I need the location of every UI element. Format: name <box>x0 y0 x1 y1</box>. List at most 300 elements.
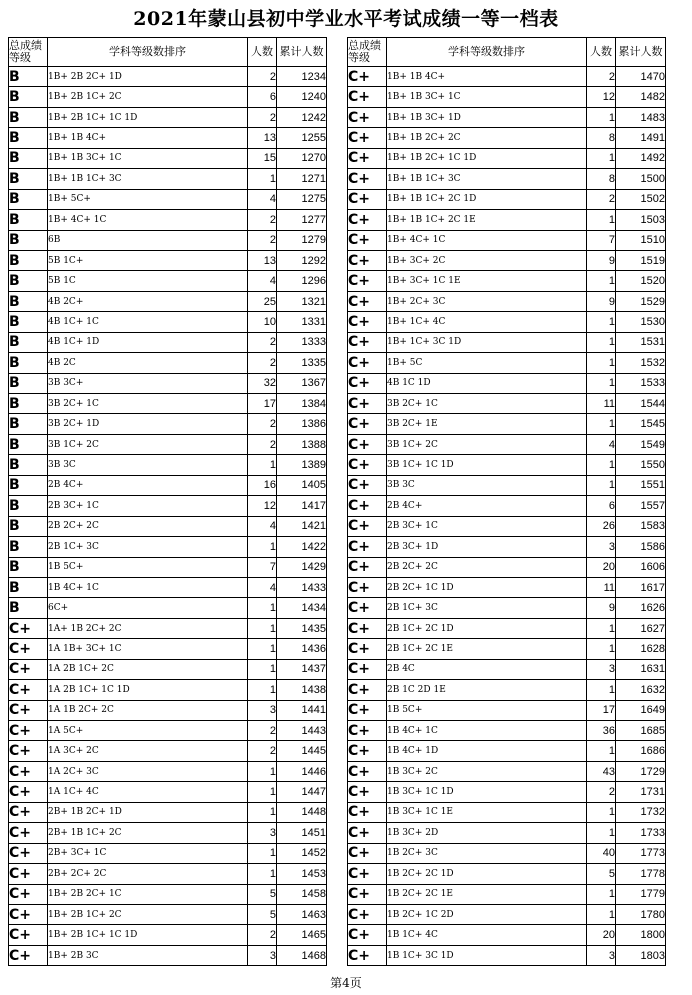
count-cell: 2 <box>248 67 277 87</box>
table-row <box>9 250 327 270</box>
table-row <box>348 639 666 659</box>
grade-cell: C+ <box>348 434 387 454</box>
grade-cell: C+ <box>348 312 387 332</box>
cumulative-cell: 1331 <box>277 312 327 332</box>
sequence-cell: 1A 3C+ 2C <box>48 741 248 761</box>
table-header-row <box>348 38 666 67</box>
table-row <box>9 843 327 863</box>
table-row <box>9 618 327 638</box>
count-cell: 2 <box>248 107 277 127</box>
table-row <box>348 557 666 577</box>
sequence-cell: 3B 3C <box>387 475 587 495</box>
table-row <box>348 250 666 270</box>
count-cell: 1 <box>248 782 277 802</box>
count-cell: 3 <box>587 537 616 557</box>
grade-cell: C+ <box>348 271 387 291</box>
sequence-cell: 4B 2C <box>48 353 248 373</box>
table-row <box>9 128 327 148</box>
table-row <box>9 904 327 924</box>
grade-cell: C+ <box>348 761 387 781</box>
table-row <box>9 639 327 659</box>
sequence-cell: 2B 4C+ <box>387 496 587 516</box>
grade-cell: C+ <box>348 67 387 87</box>
table-row <box>348 618 666 638</box>
table-row <box>348 802 666 822</box>
cumulative-cell: 1483 <box>616 107 666 127</box>
table-row <box>9 496 327 516</box>
sequence-cell: 1B 4C+ 1C <box>48 577 248 597</box>
cumulative-cell: 1451 <box>277 823 327 843</box>
sequence-cell: 1B+ 1B 3C+ 1C <box>387 87 587 107</box>
count-cell: 5 <box>587 864 616 884</box>
cumulative-cell: 1441 <box>277 700 327 720</box>
table-row <box>348 577 666 597</box>
table-row <box>348 291 666 311</box>
cumulative-cell: 1255 <box>277 128 327 148</box>
grade-cell: B <box>9 414 48 434</box>
table-row <box>348 189 666 209</box>
count-cell: 2 <box>587 189 616 209</box>
cumulative-cell: 1545 <box>616 414 666 434</box>
count-cell: 1 <box>587 312 616 332</box>
sequence-cell: 1B+ 2B 1C+ 2C <box>48 87 248 107</box>
table-row <box>9 802 327 822</box>
cumulative-cell: 1778 <box>616 864 666 884</box>
sequence-cell: 1A 1B+ 3C+ 1C <box>48 639 248 659</box>
count-cell: 17 <box>587 700 616 720</box>
grade-cell: C+ <box>348 107 387 127</box>
cumulative-cell: 1447 <box>277 782 327 802</box>
grade-cell: C+ <box>348 741 387 761</box>
cumulative-cell: 1800 <box>616 925 666 945</box>
table-row <box>9 353 327 373</box>
table-row <box>348 598 666 618</box>
table-row <box>348 455 666 475</box>
table-row <box>9 884 327 904</box>
table-row <box>348 230 666 250</box>
sequence-cell: 1A 2C+ 3C <box>48 761 248 781</box>
sequence-cell: 1B 2C+ 2C 1D <box>387 864 587 884</box>
grade-cell: C+ <box>348 577 387 597</box>
sequence-cell: 1B+ 2B 1C+ 1C 1D <box>48 925 248 945</box>
grade-cell: B <box>9 169 48 189</box>
count-cell: 36 <box>587 721 616 741</box>
cumulative-cell: 1627 <box>616 618 666 638</box>
count-cell: 4 <box>248 189 277 209</box>
cumulative-cell: 1388 <box>277 434 327 454</box>
sequence-cell: 1A 1C+ 4C <box>48 782 248 802</box>
table-row <box>9 475 327 495</box>
sequence-cell: 1B+ 1B 3C+ 1D <box>387 107 587 127</box>
sequence-cell: 2B 3C+ 1C <box>48 496 248 516</box>
count-cell: 11 <box>587 577 616 597</box>
count-cell: 10 <box>248 312 277 332</box>
count-cell: 1 <box>587 414 616 434</box>
count-cell: 8 <box>587 169 616 189</box>
grade-cell: B <box>9 291 48 311</box>
grade-cell: C+ <box>348 864 387 884</box>
grade-cell: C+ <box>9 802 48 822</box>
cumulative-cell: 1242 <box>277 107 327 127</box>
count-cell: 1 <box>587 639 616 659</box>
cumulative-cell: 1533 <box>616 373 666 393</box>
table-header-row <box>9 38 327 67</box>
count-cell: 25 <box>248 291 277 311</box>
cumulative-cell: 1583 <box>616 516 666 536</box>
sequence-cell: 1A+ 1B 2C+ 2C <box>48 618 248 638</box>
grade-cell: C+ <box>348 557 387 577</box>
table-row <box>348 210 666 230</box>
cumulative-cell: 1502 <box>616 189 666 209</box>
cumulative-cell: 1292 <box>277 250 327 270</box>
table-row <box>348 434 666 454</box>
table-row <box>348 700 666 720</box>
count-cell: 9 <box>587 250 616 270</box>
table-row <box>9 537 327 557</box>
count-cell: 15 <box>248 148 277 168</box>
table-row <box>348 843 666 863</box>
cumulative-cell: 1465 <box>277 925 327 945</box>
grade-cell: C+ <box>9 639 48 659</box>
cumulative-cell: 1279 <box>277 230 327 250</box>
table-row <box>9 373 327 393</box>
grade-cell: C+ <box>348 148 387 168</box>
grade-cell: C+ <box>348 189 387 209</box>
table-row <box>348 271 666 291</box>
table-row <box>9 782 327 802</box>
table-row <box>348 496 666 516</box>
cumulative-cell: 1628 <box>616 639 666 659</box>
sequence-cell: 4B 1C 1D <box>387 373 587 393</box>
cumulative-cell: 1500 <box>616 169 666 189</box>
grade-cell: C+ <box>348 823 387 843</box>
count-cell: 1 <box>248 455 277 475</box>
sequence-cell: 1B 1C+ 3C 1D <box>387 945 587 965</box>
sequence-cell: 3B 1C+ 2C <box>48 434 248 454</box>
cumulative-cell: 1296 <box>277 271 327 291</box>
sequence-cell: 1B+ 1C+ 3C 1D <box>387 332 587 352</box>
sequence-cell: 1B+ 2B 2C+ 1D <box>48 67 248 87</box>
cumulative-cell: 1436 <box>277 639 327 659</box>
cumulative-cell: 1468 <box>277 945 327 965</box>
cumulative-cell: 1491 <box>616 128 666 148</box>
table-row <box>348 373 666 393</box>
cumulative-cell: 1386 <box>277 414 327 434</box>
grade-cell: C+ <box>9 741 48 761</box>
table-row <box>9 945 327 965</box>
cumulative-cell: 1519 <box>616 250 666 270</box>
count-cell: 5 <box>248 884 277 904</box>
grade-cell: B <box>9 128 48 148</box>
count-cell: 1 <box>587 148 616 168</box>
count-cell: 2 <box>248 434 277 454</box>
table-row <box>9 721 327 741</box>
count-cell: 1 <box>587 741 616 761</box>
grade-cell: C+ <box>348 843 387 863</box>
sequence-cell: 2B+ 1B 2C+ 1D <box>48 802 248 822</box>
table-row <box>348 414 666 434</box>
cumulative-cell: 1551 <box>616 475 666 495</box>
cumulative-cell: 1445 <box>277 741 327 761</box>
grade-cell: B <box>9 577 48 597</box>
grade-cell: C+ <box>348 394 387 414</box>
grade-header: 总成绩 等级 <box>348 38 387 67</box>
table-row <box>9 189 327 209</box>
cumulative-cell: 1421 <box>277 516 327 536</box>
table-row <box>9 577 327 597</box>
sequence-cell: 1B+ 2B 3C <box>48 945 248 965</box>
grade-cell: C+ <box>348 925 387 945</box>
table-row <box>348 353 666 373</box>
count-cell: 40 <box>587 843 616 863</box>
count-cell: 3 <box>587 945 616 965</box>
sequence-cell: 1A 2B 1C+ 2C <box>48 659 248 679</box>
grade-cell: C+ <box>348 904 387 924</box>
table-row <box>348 67 666 87</box>
count-cell: 16 <box>248 475 277 495</box>
grade-cell: B <box>9 475 48 495</box>
sequence-cell: 2B 1C+ 2C 1D <box>387 618 587 638</box>
grade-cell: C+ <box>348 598 387 618</box>
cumulative-cell: 1446 <box>277 761 327 781</box>
sequence-cell: 1B 5C+ <box>387 700 587 720</box>
grade-cell: C+ <box>9 618 48 638</box>
cumulative-cell: 1405 <box>277 475 327 495</box>
cumulative-cell: 1448 <box>277 802 327 822</box>
sequence-cell: 2B 1C+ 3C <box>48 537 248 557</box>
grade-cell: B <box>9 557 48 577</box>
sequence-cell: 4B 1C+ 1D <box>48 332 248 352</box>
grade-cell: B <box>9 271 48 291</box>
count-cell: 7 <box>248 557 277 577</box>
table-row <box>348 87 666 107</box>
count-cell: 4 <box>248 516 277 536</box>
table-row <box>348 945 666 965</box>
count-cell: 4 <box>248 271 277 291</box>
table-row <box>9 210 327 230</box>
sequence-cell: 1B 2C+ 2C 1E <box>387 884 587 904</box>
sequence-header: 学科等级数排序 <box>387 38 587 67</box>
table-row <box>348 884 666 904</box>
cumulative-cell: 1631 <box>616 659 666 679</box>
sequence-cell: 1B 5C+ <box>48 557 248 577</box>
grade-cell: C+ <box>9 700 48 720</box>
count-cell: 1 <box>587 210 616 230</box>
grade-cell: C+ <box>348 496 387 516</box>
grade-cell: C+ <box>348 230 387 250</box>
count-cell: 2 <box>248 925 277 945</box>
cumulative-cell: 1606 <box>616 557 666 577</box>
grade-cell: C+ <box>9 884 48 904</box>
grade-cell: B <box>9 332 48 352</box>
table-row <box>348 761 666 781</box>
grade-cell: C+ <box>348 414 387 434</box>
count-cell: 4 <box>248 577 277 597</box>
cumulative-cell: 1780 <box>616 904 666 924</box>
grade-cell: B <box>9 537 48 557</box>
cumulative-header: 累计人数 <box>277 38 327 67</box>
grade-cell: B <box>9 496 48 516</box>
sequence-cell: 1B+ 1B 4C+ <box>48 128 248 148</box>
grade-cell: C+ <box>9 823 48 843</box>
sequence-cell: 3B 2C+ 1D <box>48 414 248 434</box>
cumulative-cell: 1773 <box>616 843 666 863</box>
cumulative-cell: 1557 <box>616 496 666 516</box>
count-cell: 2 <box>248 353 277 373</box>
count-cell: 1 <box>587 373 616 393</box>
sequence-cell: 1B+ 3C+ 2C <box>387 250 587 270</box>
sequence-cell: 2B 2C+ 2C <box>48 516 248 536</box>
count-cell: 1 <box>248 659 277 679</box>
sequence-cell: 1B+ 2B 1C+ 1C 1D <box>48 107 248 127</box>
count-cell: 1 <box>587 332 616 352</box>
grade-cell: C+ <box>348 87 387 107</box>
sequence-cell: 1B+ 1B 1C+ 2C 1E <box>387 210 587 230</box>
sequence-cell: 1B+ 1B 1C+ 2C 1D <box>387 189 587 209</box>
grade-cell: C+ <box>348 659 387 679</box>
cumulative-cell: 1458 <box>277 884 327 904</box>
count-cell: 2 <box>248 721 277 741</box>
grade-cell: B <box>9 373 48 393</box>
sequence-cell: 2B 1C+ 2C 1E <box>387 639 587 659</box>
count-cell: 43 <box>587 761 616 781</box>
grade-cell: C+ <box>348 680 387 700</box>
count-cell: 2 <box>587 782 616 802</box>
cumulative-cell: 1492 <box>616 148 666 168</box>
sequence-cell: 1B+ 1B 1C+ 3C <box>48 169 248 189</box>
sequence-cell: 1B 2C+ 3C <box>387 843 587 863</box>
sequence-cell: 3B 3C+ <box>48 373 248 393</box>
table-row <box>348 107 666 127</box>
count-cell: 1 <box>248 680 277 700</box>
cumulative-cell: 1438 <box>277 680 327 700</box>
cumulative-cell: 1389 <box>277 455 327 475</box>
sequence-cell: 1B 4C+ 1C <box>387 721 587 741</box>
table-row <box>348 332 666 352</box>
grade-cell: B <box>9 455 48 475</box>
count-cell: 12 <box>587 87 616 107</box>
count-cell: 2 <box>587 67 616 87</box>
count-cell: 7 <box>587 230 616 250</box>
cumulative-cell: 1463 <box>277 904 327 924</box>
count-cell: 1 <box>587 271 616 291</box>
grade-cell: C+ <box>9 659 48 679</box>
count-cell: 2 <box>248 332 277 352</box>
sequence-cell: 2B+ 1B 1C+ 2C <box>48 823 248 843</box>
table-row <box>9 516 327 536</box>
table-row <box>348 148 666 168</box>
cumulative-cell: 1731 <box>616 782 666 802</box>
sequence-cell: 3B 2C+ 1E <box>387 414 587 434</box>
grade-cell: C+ <box>348 516 387 536</box>
table-row <box>9 455 327 475</box>
cumulative-cell: 1729 <box>616 761 666 781</box>
sequence-cell: 1B 2C+ 1C 2D <box>387 904 587 924</box>
table-row <box>9 434 327 454</box>
sequence-cell: 2B+ 2C+ 2C <box>48 864 248 884</box>
grade-header: 总成绩 等级 <box>9 38 48 67</box>
left-table-body <box>9 67 327 966</box>
grade-cell: C+ <box>348 210 387 230</box>
grade-cell: B <box>9 598 48 618</box>
table-row <box>9 148 327 168</box>
sequence-cell: 1B+ 1B 2C+ 1C 1D <box>387 148 587 168</box>
grade-cell: C+ <box>348 884 387 904</box>
sequence-cell: 2B 4C+ <box>48 475 248 495</box>
sequence-cell: 1B+ 1B 1C+ 3C <box>387 169 587 189</box>
sequence-cell: 2B 2C+ 2C <box>387 557 587 577</box>
count-cell: 3 <box>587 659 616 679</box>
count-cell: 4 <box>587 434 616 454</box>
grade-cell: B <box>9 148 48 168</box>
cumulative-cell: 1433 <box>277 577 327 597</box>
cumulative-cell: 1435 <box>277 618 327 638</box>
table-row <box>9 823 327 843</box>
sequence-cell: 1B+ 2B 2C+ 1C <box>48 884 248 904</box>
grade-cell: C+ <box>9 945 48 965</box>
grade-cell: C+ <box>9 843 48 863</box>
grade-cell: B <box>9 230 48 250</box>
count-cell: 1 <box>248 598 277 618</box>
table-row <box>9 87 327 107</box>
cumulative-cell: 1443 <box>277 721 327 741</box>
table-row <box>9 394 327 414</box>
cumulative-header: 累计人数 <box>616 38 666 67</box>
cumulative-cell: 1733 <box>616 823 666 843</box>
cumulative-cell: 1333 <box>277 332 327 352</box>
grade-cell: C+ <box>9 925 48 945</box>
sequence-cell: 1A 2B 1C+ 1C 1D <box>48 680 248 700</box>
table-row <box>348 864 666 884</box>
cumulative-cell: 1367 <box>277 373 327 393</box>
sequence-cell: 1B+ 1B 4C+ <box>387 67 587 87</box>
count-cell: 2 <box>248 414 277 434</box>
cumulative-cell: 1452 <box>277 843 327 863</box>
count-header: 人数 <box>248 38 277 67</box>
table-row <box>9 332 327 352</box>
table-row <box>348 394 666 414</box>
count-cell: 1 <box>248 537 277 557</box>
table-row <box>348 475 666 495</box>
cumulative-cell: 1531 <box>616 332 666 352</box>
count-cell: 2 <box>248 741 277 761</box>
page-title: 2021年蒙山县初中学业水平考试成绩一等一档表 <box>133 8 559 30</box>
sequence-cell: 1B 1C+ 4C <box>387 925 587 945</box>
cumulative-cell: 1437 <box>277 659 327 679</box>
count-cell: 1 <box>587 823 616 843</box>
grade-cell: C+ <box>348 802 387 822</box>
count-cell: 1 <box>248 843 277 863</box>
sequence-cell: 2B+ 3C+ 1C <box>48 843 248 863</box>
table-row <box>9 925 327 945</box>
count-cell: 1 <box>248 802 277 822</box>
cumulative-cell: 1732 <box>616 802 666 822</box>
grade-cell: C+ <box>9 721 48 741</box>
table-row <box>348 823 666 843</box>
sequence-cell: 2B 1C+ 3C <box>387 598 587 618</box>
count-cell: 32 <box>248 373 277 393</box>
count-cell: 2 <box>248 230 277 250</box>
table-row <box>348 925 666 945</box>
table-row <box>9 291 327 311</box>
table-row <box>348 312 666 332</box>
count-cell: 6 <box>587 496 616 516</box>
grade-cell: C+ <box>348 291 387 311</box>
cumulative-cell: 1550 <box>616 455 666 475</box>
count-cell: 12 <box>248 496 277 516</box>
grade-cell: B <box>9 87 48 107</box>
count-cell: 1 <box>248 761 277 781</box>
